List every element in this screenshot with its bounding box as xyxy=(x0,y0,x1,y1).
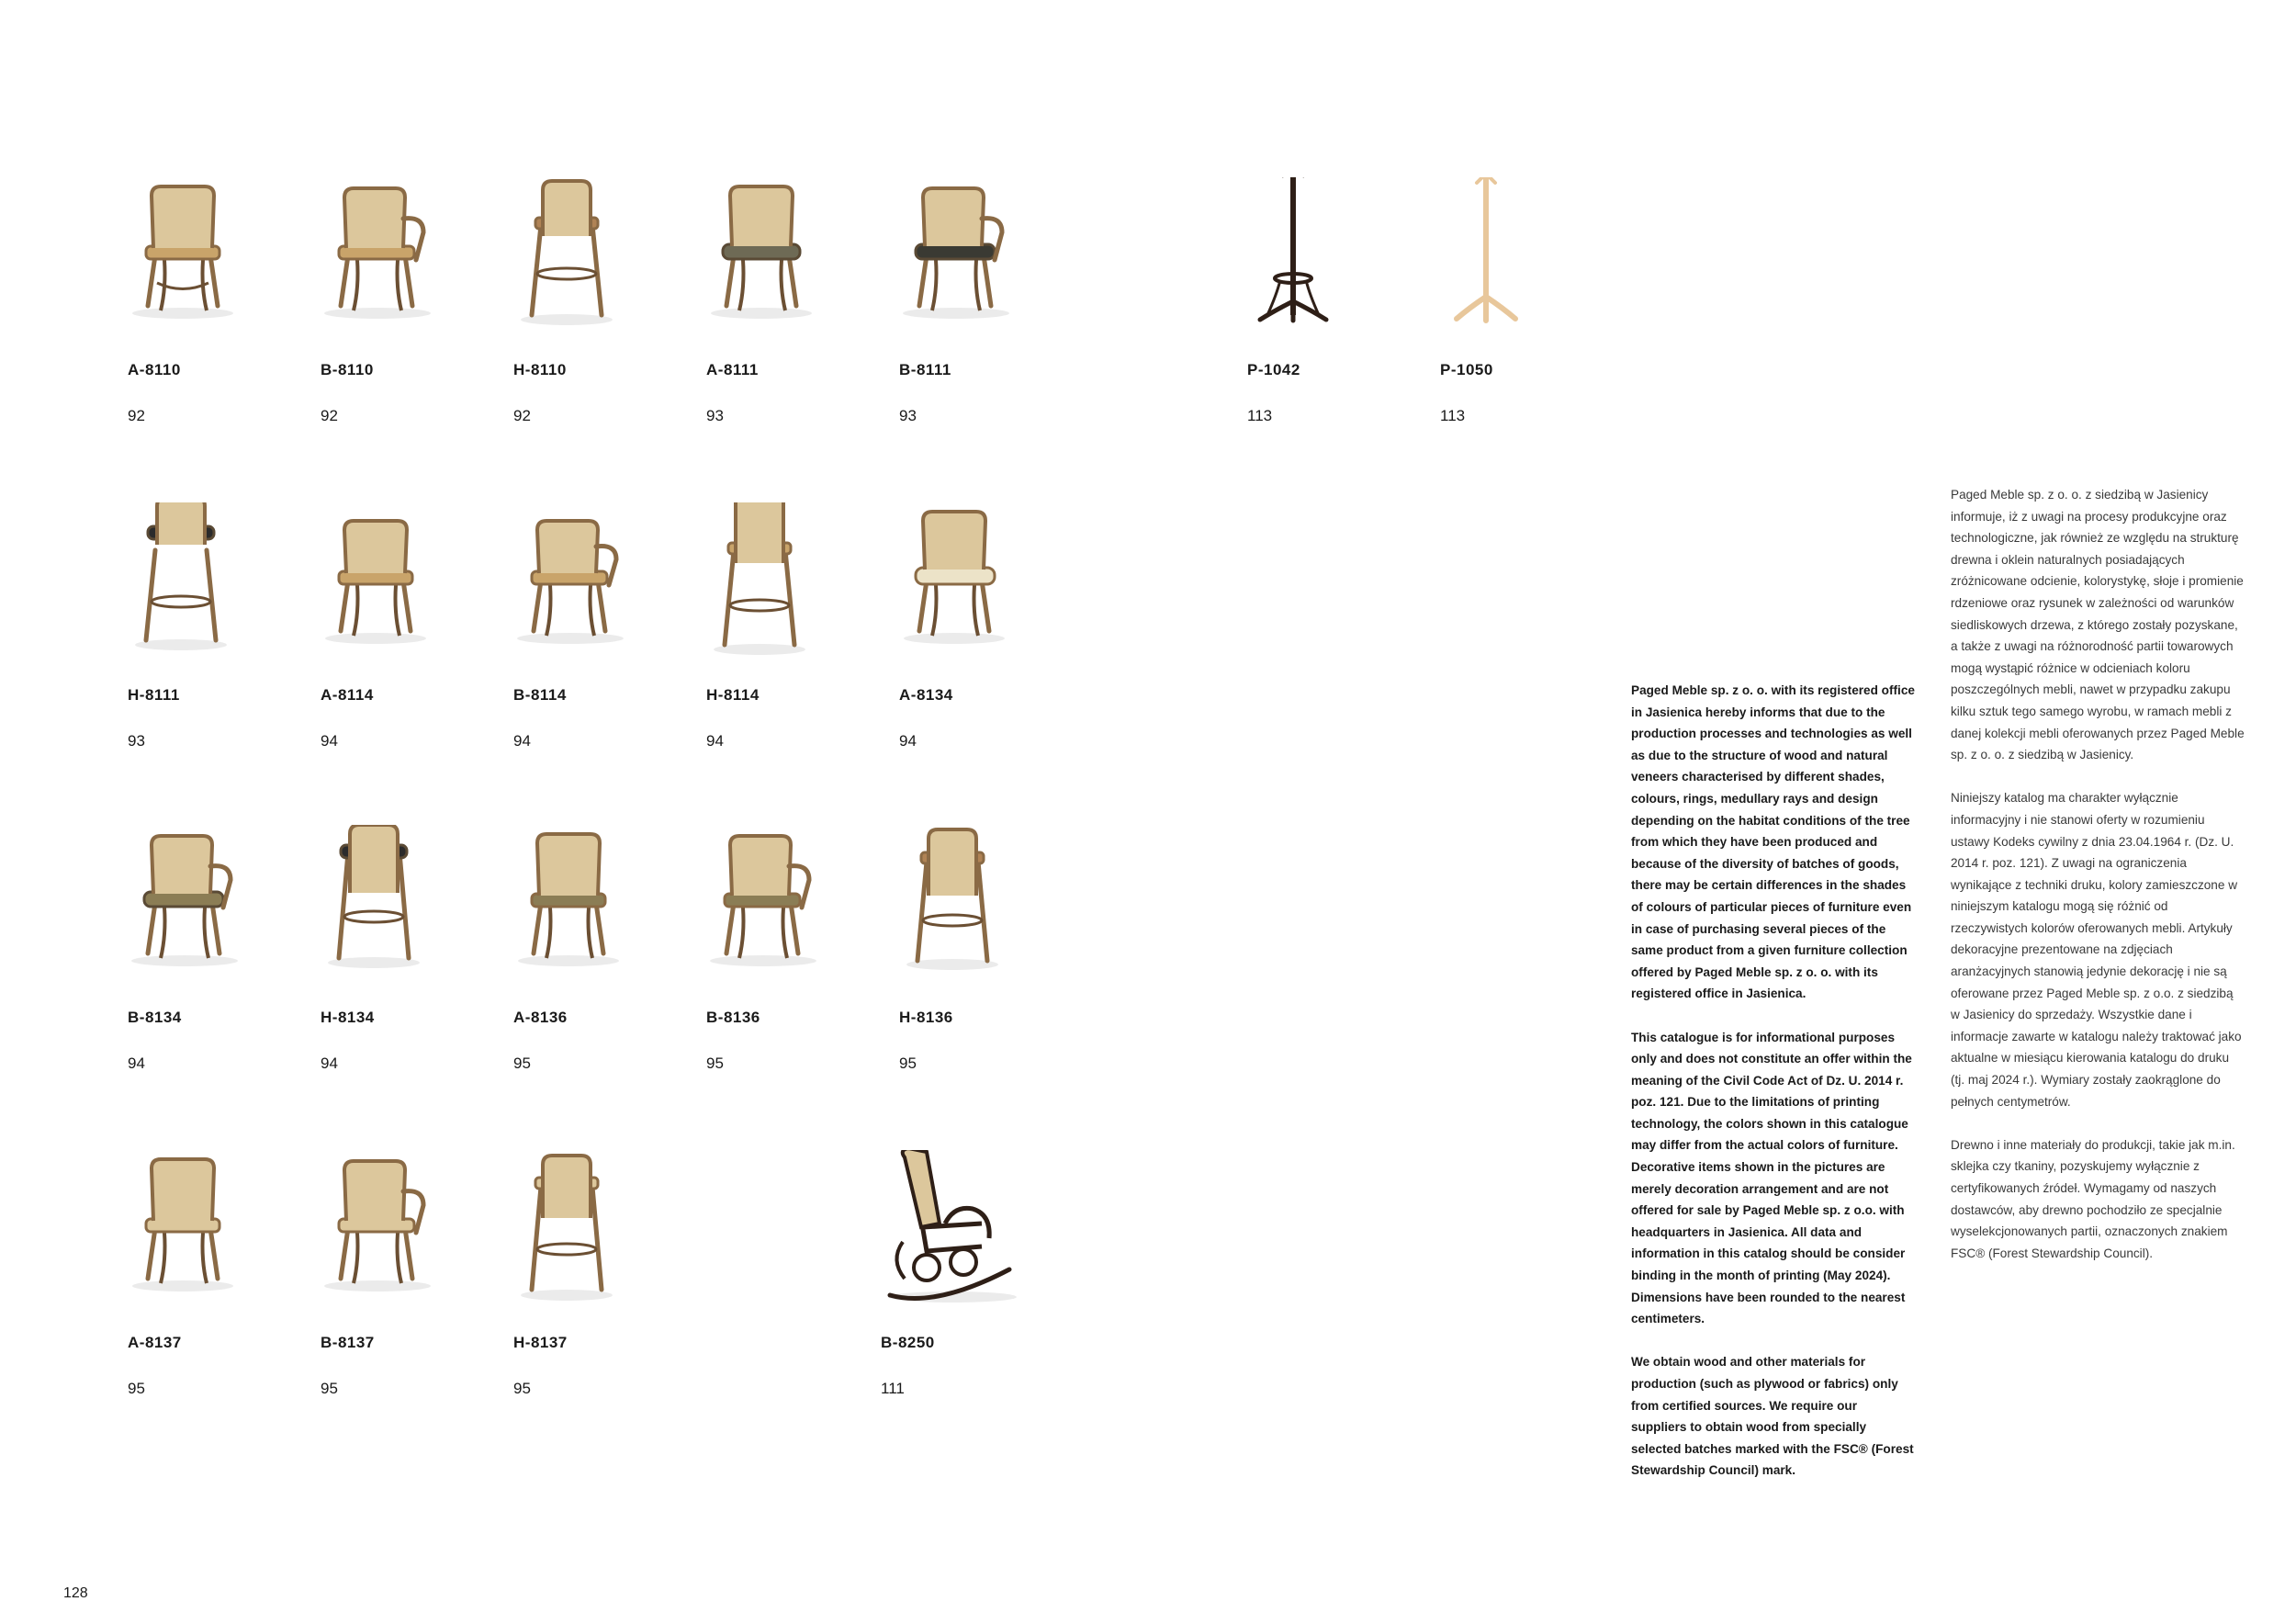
product-code: B-8136 xyxy=(706,1009,760,1026)
product-card xyxy=(513,502,697,750)
product-card xyxy=(128,502,311,750)
page-ref: 92 xyxy=(321,407,338,424)
product-card xyxy=(321,1150,504,1397)
disclaimer-paragraph: Paged Meble sp. z o. o. with its registered office in Jasienica hereby informs that due to the production processes and technologies as well as due to the structure of wood and natural veneers characterised by different shades, colours, rings, medullary rays and design depending on the habitat conditions of the tree from which they have been produced and because of the diversity of batches of goods, there may be certain differences in the shades of colours of particular pieces of furniture even in case of purchasing several pieces of the same product from a given furniture collection offered by Paged Meble sp. z o. o. with its registered office in Jasienica. xyxy=(1631,683,1915,1001)
product-code: A-8134 xyxy=(899,686,953,704)
rocking-chair-icon xyxy=(881,1150,1064,1325)
page-ref: 95 xyxy=(513,1054,531,1072)
product-code: H-8111 xyxy=(128,686,180,704)
page-number: 128 xyxy=(63,1585,88,1601)
product-card xyxy=(706,502,890,750)
product-code: P-1042 xyxy=(1247,361,1300,378)
barstool-icon xyxy=(899,825,1083,999)
product-card xyxy=(706,825,890,1072)
product-code: B-8114 xyxy=(513,686,567,704)
product-code: B-8111 xyxy=(899,361,951,378)
armchair-icon xyxy=(899,177,1083,352)
product-card xyxy=(899,825,1083,1072)
page-ref: 113 xyxy=(1440,407,1466,424)
barstool-icon xyxy=(128,502,311,677)
armchair-icon xyxy=(128,825,311,999)
page-ref: 93 xyxy=(899,407,917,424)
product-card xyxy=(128,825,311,1072)
page-ref: 94 xyxy=(899,732,917,750)
barstool-icon xyxy=(321,825,504,999)
product-code: A-8137 xyxy=(128,1334,182,1351)
armchair-icon xyxy=(321,177,504,352)
chair-icon xyxy=(128,1150,311,1325)
product-card xyxy=(321,825,504,1072)
coat-stand-icon xyxy=(1440,177,1624,352)
disclaimer-paragraph: Paged Meble sp. z o. o. z siedzibą w Jasienicy informuje, iż z uwagi na procesy produkcyjne oraz technologiczne, jak również ze względu na strukturę drewna i oklein naturalnych posiadających zróżnicowane odcienie, kolorystykę, słoje i promienie rdzeniowe oraz rysunek w zależności od warunków siedliskowych drzewa, z którego zostały pozyskane, a także z uwagi na różnorodność partii towarowych mogą wystąpić różnice w odcieniach koloru poszczególnych mebli, nawet w przypadku zakupu kilku sztuk tego samego wyrobu, w ramach mebli z danej kolekcji mebli oferowanych przez Paged Meble sp. z o. o. z siedzibą w Jasienicy. xyxy=(1951,488,2245,762)
product-card xyxy=(881,1150,1064,1397)
disclaimer-polish xyxy=(1951,484,2245,1286)
product-card xyxy=(1440,177,1624,424)
barstool-icon xyxy=(513,177,697,352)
page-ref: 93 xyxy=(706,407,724,424)
product-code: A-8114 xyxy=(321,686,374,704)
product-code: P-1050 xyxy=(1440,361,1493,378)
page-ref: 113 xyxy=(1247,407,1273,424)
product-card xyxy=(513,825,697,1072)
chair-icon xyxy=(321,502,504,677)
product-card xyxy=(899,502,1083,750)
page-ref: 95 xyxy=(513,1380,531,1397)
product-code: H-8136 xyxy=(899,1009,953,1026)
product-code: A-8136 xyxy=(513,1009,568,1026)
product-code: A-8110 xyxy=(128,361,181,378)
product-code: B-8250 xyxy=(881,1334,935,1351)
product-code: B-8110 xyxy=(321,361,374,378)
armchair-icon xyxy=(513,502,697,677)
product-code: A-8111 xyxy=(706,361,759,378)
product-card xyxy=(899,177,1083,424)
page-ref: 111 xyxy=(881,1380,905,1397)
chair-icon xyxy=(706,177,890,352)
disclaimer-paragraph: Niniejszy katalog ma charakter wyłącznie informacyjny i nie stanowi oferty w rozumieniu ustawy Kodeks cywilny z dnia 23.04.1964 r. (Dz. U. 2014 r. poz. 121). Z uwagi na ograniczenia wynikające z techniki druku, kolory zamieszczone w niniejszym katalogu mogą się różnić od rzeczywistych kolorów oferowanych mebli. Artykuły dekoracyjne prezentowane na zdjęciach aranżacyjnych stanowią jedynie dekorację i nie są oferowane przez Paged Meble sp. z o.o. z siedzibą w Jasienicy do sprzedaży. Wszystkie dane i informacje zawarte w katalogu należy traktować jako aktualne w miesiącu kierowania katalogu do druku (tj. maj 2024 r.). Wymiary zostały zaokrąglone do pełnych centymetrów. xyxy=(1951,791,2242,1109)
barstool-icon xyxy=(513,1150,697,1325)
product-code: B-8134 xyxy=(128,1009,182,1026)
chair-icon xyxy=(128,177,311,352)
page-ref: 94 xyxy=(321,732,338,750)
product-card xyxy=(706,177,890,424)
disclaimer-paragraph: This catalogue is for informational purposes only and does not constitute an offer within the meaning of the Civil Code Act of Dz. U. 2014 r. poz. 121. Due to the limitations of printing technology, the colors shown in this catalogue may differ from the actual colors of furniture. Decorative items shown in the pictures are merely decoration arrangement and are not offered for sale by Paged Meble sp. z o.o. with headquarters in Jasienica. All data and information in this catalog should be consider binding in the month of printing (May 2024). Dimensions have been rounded to the nearest centimeters. xyxy=(1631,1030,1912,1326)
product-code: B-8137 xyxy=(321,1334,375,1351)
page-ref: 95 xyxy=(899,1054,917,1072)
product-card xyxy=(513,1150,697,1397)
page-ref: 94 xyxy=(706,732,724,750)
product-code: H-8114 xyxy=(706,686,760,704)
product-code: H-8134 xyxy=(321,1009,375,1026)
disclaimer-english xyxy=(1631,680,1916,1504)
page-ref: 95 xyxy=(321,1380,338,1397)
disclaimer-paragraph: Drewno i inne materiały do produkcji, takie jak m.in. sklejka czy tkaniny, pozyskujemy wyłącznie z certyfikowanych źródeł. Wymagamy od naszych dostawców, aby drewno pochodziło ze specjalnie wyselekcjonowanych partii, oznaczonych znakiem FSC® (Forest Stewardship Council). xyxy=(1951,1137,2235,1260)
disclaimer-paragraph: We obtain wood and other materials for production (such as plywood or fabrics) only from certified sources. We require our suppliers to obtain wood from specially selected batches marked with the FSC® (Forest Stewardship Council) mark. xyxy=(1631,1355,1914,1478)
armchair-icon xyxy=(706,825,890,999)
product-card xyxy=(128,177,311,424)
page-ref: 92 xyxy=(513,407,531,424)
page-ref: 95 xyxy=(128,1380,145,1397)
barstool-icon xyxy=(706,502,890,677)
chair-icon xyxy=(899,502,1083,677)
product-code: H-8137 xyxy=(513,1334,568,1351)
page-ref: 94 xyxy=(128,1054,145,1072)
coat-stand-icon xyxy=(1247,177,1431,352)
page-ref: 94 xyxy=(513,732,531,750)
chair-icon xyxy=(513,825,697,999)
product-card xyxy=(321,502,504,750)
product-card xyxy=(128,1150,311,1397)
armchair-icon xyxy=(321,1150,504,1325)
product-card xyxy=(1247,177,1431,424)
product-code: H-8110 xyxy=(513,361,567,378)
page-ref: 93 xyxy=(128,732,145,750)
page-ref: 94 xyxy=(321,1054,338,1072)
page-ref: 92 xyxy=(128,407,145,424)
page-ref: 95 xyxy=(706,1054,724,1072)
product-card xyxy=(321,177,504,424)
product-card xyxy=(513,177,697,424)
